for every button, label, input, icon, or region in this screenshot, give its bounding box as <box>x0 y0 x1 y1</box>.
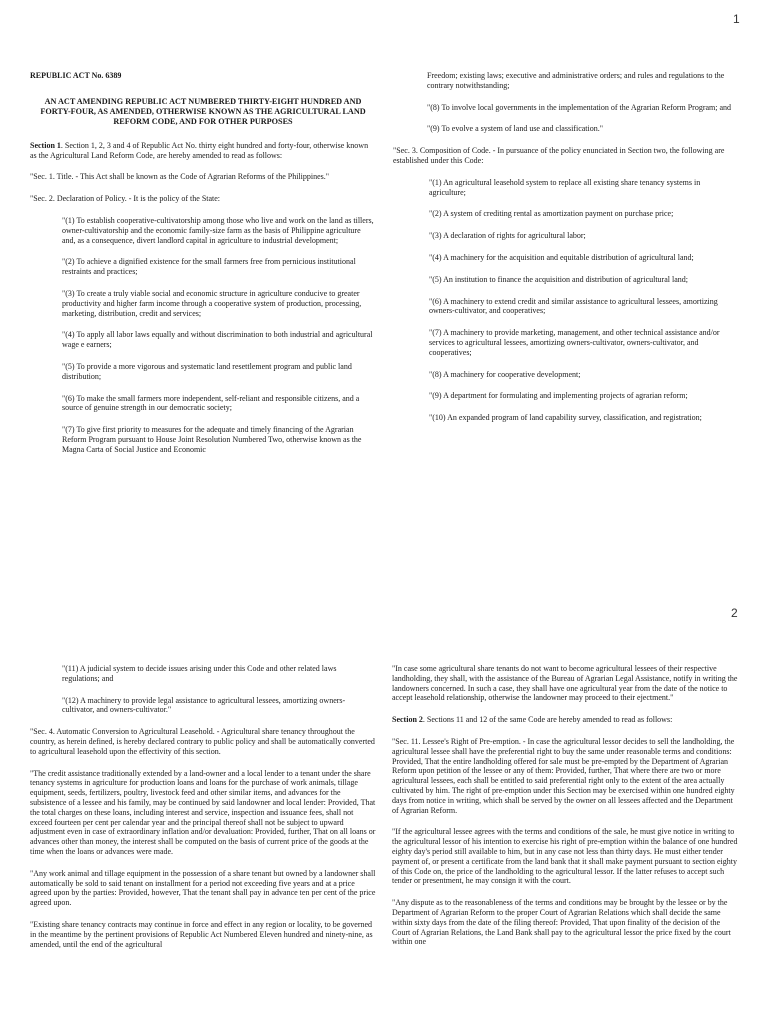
existing-contracts-paragraph: "Existing share tenancy contracts may continue in force and effect in any region or locality, to be governed in the meantime by the pertinent provisions of Republic Act Numbered Eleven hundred and ninety-nine, as amended, until the end of the agricultural <box>30 919 373 949</box>
composition-item-3: "(3) A declaration of rights for agricultural labor; <box>429 231 586 241</box>
composition-item-4: "(4) A machinery for the acquisition and equitable distribution of agricultural land; <box>429 252 694 262</box>
sec-2-declaration-paragraph: "Sec. 2. Declaration of Policy. - It is the policy of the State: <box>30 194 221 204</box>
page1-right-column <box>393 71 738 435</box>
page2-left-column <box>30 664 376 961</box>
composition-item-6: "(6) A machinery to extend credit and similar assistance to agricultural lessees, amortizing owners-cultivator, and cooperatives; <box>429 296 718 316</box>
composition-item-12: "(12) A machinery to provide legal assistance to agricultural lessees, amortizing owners-cultivator, and owners-cultivator." <box>62 695 346 715</box>
composition-item-2: "(2) A system of crediting rental as amortization payment on purchase price; <box>429 209 674 219</box>
section-2-label: Section 2 <box>392 715 423 725</box>
section-1-text: . Section 1, 2, 3 and 4 of Republic Act No. thirty eight hundred and forty-four, otherwise known as the Agricultural Land Reform Code, are hereby amended to read as follows: <box>30 140 369 160</box>
composition-item-9: "(9) A department for formulating and implementing projects of agrarian reform; <box>429 391 688 401</box>
section-1-paragraph <box>30 141 376 161</box>
sec-4-conversion-paragraph: "Sec. 4. Automatic Conversion to Agricultural Leasehold. - Agricultural share tenancy throughout the country, as herein defined, is hereby declared contrary to public policy and shall be automatically converted to agricultural leasehold upon the effectivity of this section. <box>30 727 375 756</box>
lessee-agrees-paragraph: "If the agricultural lessee agrees with the terms and conditions of the sale, he must give notice in writing to the agricultural lessor of his intention to exercise his right of pre-emption within the balance of one hundred eighty day's period still available to him, but in any case not less than thirty days. He must either tender payment of, or present a certificate from the land bank that it shall make payment pursuant to section eighty of this Code on, the price of the landholding to the agricultural lessor. If the latter refuses to accept such tender or presentment, he may consign it with the court. <box>392 827 738 886</box>
page1-left-column <box>30 71 376 467</box>
section-2-paragraph <box>392 715 738 725</box>
policy-item-8: "(8) To involve local governments in the implementation of the Agrarian Reform Program; and <box>427 102 732 112</box>
section-2-text: . Sections 11 and 12 of the same Code are hereby amended to read as follows: <box>422 715 673 725</box>
policy-item-2: "(2) To achieve a dignified existence for the small farmers free from pernicious institutional restraints and practices; <box>62 257 356 277</box>
act-title: AN ACT AMENDING REPUBLIC ACT NUMBERED THIRTY-EIGHT HUNDRED AND FORTY-FOUR, AS AMENDED, OTHERWISE KNOWN AS THE AGRICULTURAL LAND REFORM CODE, AND FOR OTHER PURPOSES <box>40 96 366 126</box>
page-number: 2 <box>731 606 738 620</box>
page-number: 1 <box>733 12 740 26</box>
policy-item-6: "(6) To make the small farmers more independent, self-reliant and responsible citizens, and a source of genuine strength in our democratic society; <box>62 393 360 413</box>
page2-right-column <box>392 664 738 959</box>
policy-item-7: "(7) To give first priority to measures for the adequate and timely financing of the Agrarian Reform Program pursuant to House Joint Resolution Numbered Two, otherwise known as the Magna Carta of Social Justice and Economic <box>62 425 362 454</box>
sec-1-title-paragraph: "Sec. 1. Title. - This Act shall be known as the Code of Agrarian Reforms of the Philippines." <box>30 172 330 182</box>
composition-item-5: "(5) An institution to finance the acquisition and distribution of agricultural land; <box>429 274 688 284</box>
sec-3-composition-paragraph: "Sec. 3. Composition of Code. - In pursuance of the policy enunciated in Section two, the following are established under this Code: <box>393 146 725 165</box>
policy-item-4: "(4) To apply all labor laws equally and without discrimination to both industrial and agricultural wage e earners; <box>62 330 373 350</box>
composition-item-11: "(11) A judicial system to decide issues arising under this Code and other related laws regulations; and <box>62 664 337 683</box>
composition-item-7: "(7) A machinery to provide marketing, management, and other technical assistance and/or services to agricultural lessees, amortizing owners-cultivator, owners-cultivator, and cooperatives; <box>429 328 720 357</box>
composition-item-1: "(1) An agricultural leasehold system to replace all existing share tenancy systems in agriculture; <box>429 177 701 197</box>
credit-assistance-paragraph: "The credit assistance traditionally extended by a land-owner and a local lender to a tenant under the share tenancy systems in agriculture for production loans and loans for the purchase of work animals, tillage equipment, seeds, fertilizers, poultry, livestock feed and other similar items, and advances for the subsistence of a lessee and his family, may be continued by said landowner and local lender: Provided, That the total charges on these loans, including interest and service, inspection and issuance fees, shall not exceed fourteen per cent per calendar year and the principal thereof shall not be subject to upward adjustment even in case of extraordinary inflation and/or devaluation: Provided, further, That on all loans or advances other than money, the interest shall be computed on the basis of current price of the goods at the time when the loans or advances were made. <box>30 768 376 856</box>
policy-item-3: "(3) To create a truly viable social and economic structure in agriculture conducive to greater productivity and higher farm income through a cooperative system of production, processing, marketing, distribution, credit and services; <box>62 288 362 318</box>
composition-item-10: "(10) An expanded program of land capability survey, classification, and registration; <box>429 413 702 423</box>
share-tenants-paragraph: "In case some agricultural share tenants do not want to become agricultural lessees of their respective landholding, they shall, with the assistance of the Bureau of Agrarian Legal Assistance, notify in writing the landowners concerned. In such a case, they shall have one agricultural year from the date of the notice to accept leasehold relationship, otherwise the landowner may proceed to their ejectment." <box>392 664 738 703</box>
work-animal-paragraph: "Any work animal and tillage equipment in the possession of a share tenant but owned by a landowner shall automatically be sold to said tenant on installment for a period not exceeding five years and at a price agreed upon by the parties: Provided, however, That the tenant shall pay in advance ten per cent of the price agreed upon. <box>30 868 376 908</box>
composition-item-8: "(8) A machinery for cooperative development; <box>429 369 581 379</box>
republic-act-number: REPUBLIC ACT No. 6389 <box>30 71 122 80</box>
dispute-paragraph: "Any dispute as to the reasonableness of the terms and conditions may be brought by the lessee or by the Department of Agrarian Reform to the proper Court of Agrarian Relations which shall decide the same within sixty days from the date of the filing thereof: Provided, That upon finality of the decision of the Court of Agrarian Relations, the Land Bank shall pay to the agricultural lessor the price fixed by the court within one <box>392 898 731 947</box>
policy-item-5: "(5) To provide a more vigorous and systematic land resettlement program and public land distribution; <box>62 361 352 381</box>
policy-item-7-continued: Freedom; existing laws; executive and administrative orders; and rules and regulations to the contrary notwithstanding; <box>427 71 725 90</box>
sec-11-preemption-paragraph: "Sec. 11. Lessee's Right of Pre-emption. - In case the agricultural lessor decides to sell the landholding, the agricultural lessee shall have the preferential right to buy the same under reasonable terms and conditions: Provided, That the entire landholding offered for sale must be pre-empted by the Department of Agrarian Reform upon petition of the lessee or any of them: Provided, further, That where there are two or more agricultural lessees, each shall be entitled to said preferential right only to the extent of the area actually cultivated by him. The right of pre-emption under this Section may be exercised within one hundred eighty days from notice in writing, which shall be served by the owner on all lessees affected and the Department of Agrarian Reform. <box>392 736 735 815</box>
section-1-label: Section 1 <box>30 140 61 150</box>
policy-item-9: "(9) To evolve a system of land use and classification." <box>427 124 603 134</box>
policy-item-1: "(1) To establish cooperative-cultivatorship among those who live and work on the land as tillers, owner-cultivatorship and the economic family-size farm as the basis of Philippine agriculture and, as a consequence, divert landlord capital in agriculture to industrial development; <box>62 215 374 245</box>
